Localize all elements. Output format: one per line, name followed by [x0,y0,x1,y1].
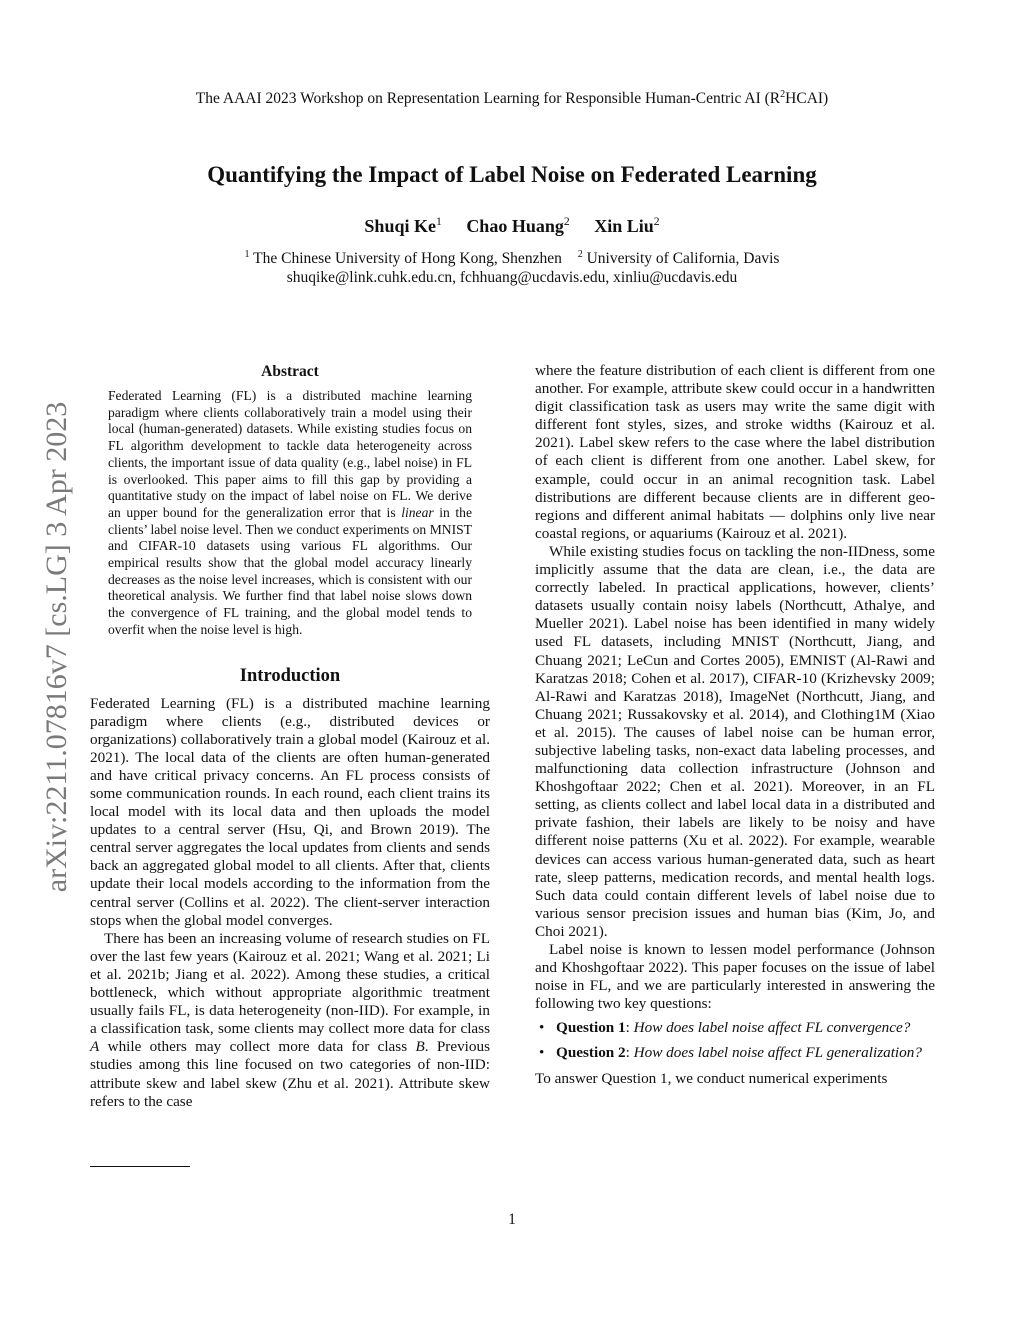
author-name: Xin Liu [594,216,654,236]
affiliation-1 [245,249,562,268]
author-sup: 2 [653,215,660,228]
workshop-header-post: HCAI) [785,90,829,107]
arxiv-stamp: arXiv:2211.07816v7 [cs.LG] 3 Apr 2023 [40,401,73,893]
introduction-body [90,695,490,1111]
abstract-emphasis: linear [401,504,434,520]
bullet: • [539,1044,545,1062]
footnote-rule [90,1166,190,1167]
abstract-text [108,388,472,639]
intro-paragraph-2 [90,930,490,1111]
author-sup: 2 [563,215,570,228]
right-paragraph-2: While existing studies focus on tackling the non-IIDness, some implicitly assume that the data are clean, i.e., the data are correctly labeled. In practical applications, however, clients’ datasets usually contain noisy labels (Northcutt, Athalye, and Mueller 2021). Label noise has been identified in many widely used FL datasets, including MNIST (Northcutt, Jiang, and Chuang 2021; LeCun and Cortes 2005), EMNIST (Al-Rawi and Karatzas 2018; Cohen et al. 2017), CIFAR-10 (Krizhevsky 2009; Al-Rawi and Karatzas 2018), ImageNet (Northcutt, Jiang, and Chuang 2021; Russakovsky et al. 2014), and Clothing1M (Xiao et al. 2015). The causes of label noise can be human error, subjective labeling tasks, non-exact data labeling processes, and malfunctioning data collection infrastructure (Johnson and Khoshgoftaar 2022; Chen et al. 2021). Moreover, in an FL setting, as clients collect and label local data in a distributed and private fashion, their labels are likely to be noisy and have different noise patterns (Xu et al. 2022). For example, wearable devices can access various human-generated data, such as heart rate, sleep patterns, medication records, and mental health logs. Such data could contain different levels of label noise due to various sensor precision issues and human bias (Kim, Jo, and Choi 2021). [535,542,935,940]
intro-p2-a: There has been an increasing volume of research studies on FL over the last few years (Kairouz et al. 2021; Wang et al. 2021; Li et al. 2021b; Jiang et al. 2022). Among these studies, a critical bottleneck, which without appropriate algorithmic treatment usually fails FL, is data heterogeneity (non-IID). For example, in a classification task, some clients may collect more data for class [90,929,490,1038]
abstract-text-a: Federated Learning (FL) is a distributed machine learning paradigm where clients collaboratively train a model using their local (human-generated) datasets. While existing studies focus on FL algorithm development to tackle data heterogeneity across clients, the important issue of data quality (e.g., label noise) in FL is overlooked. This paper aims to fill this gap by providing a quantitative study on the impact of label noise on FL. We derive an upper bound for the generalization error that is [108,388,472,520]
author-2 [466,215,569,237]
question-item-1 [535,1019,935,1037]
question-label: Question 2 [556,1044,626,1062]
question-text: How does label noise affect FL convergence? [633,1019,911,1037]
question-label: Question 1 [556,1019,626,1037]
author-list [0,215,1024,237]
right-paragraph-3: Label noise is known to lessen model performance (Johnson and Khoshgoftaar 2022). This paper focuses on the issue of label noise in FL, and we are particularly interested in answering the following two key questions: [535,941,935,1013]
bullet: • [539,1019,545,1037]
right-column [535,362,935,1088]
left-column [90,362,490,1111]
question-item-2 [535,1044,935,1062]
class-var-a: A [90,1038,100,1056]
affiliation-text: The Chinese University of Hong Kong, Shenzhen [253,250,562,267]
right-paragraph-4: To answer Question 1, we conduct numerical experiments [535,1069,888,1087]
workshop-header [0,90,1024,108]
author-name: Chao Huang [466,216,564,236]
intro-paragraph-1: Federated Learning (FL) is a distributed machine learning paradigm where clients (e.g., distributed devices or organizations) collaboratively train a global model (Kairouz et al. 2021). The local data of the clients are often human-generated and have critical privacy concerns. An FL process consists of some communication rounds. In each round, each client trains its local model with its local data and then uploads the model updates to a central server (Hsu, Qi, and Brown 2019). The central server aggregates the local updates from clients and sends back an aggregated global model to all clients. After that, clients update their local models according to the information from the central server (Collins et al. 2022). The client-server interaction stops when the global model converges. [90,694,490,929]
author-1 [364,215,441,237]
affiliation-text: University of California, Davis [586,250,780,267]
introduction-heading: Introduction [239,665,341,686]
paper-title: Quantifying the Impact of Label Noise on Federated Learning [207,162,817,187]
author-sup: 1 [435,215,442,228]
affiliation-sup: 2 [577,248,583,260]
class-var-b: B [415,1038,425,1056]
right-paragraph-1: where the feature distribution of each client is different from one another. For example, attribute skew could occur in a handwritten digit classification task as users may write the same digit with different font styles, sizes, and stroke widths (Kairouz et al. 2021). Label skew refers to the case where the label distribution of each client is different from one another. Label skew, for example, could occur in an animal recognition task. Label distributions are different because clients are in different geo-regions and different animal habitats — dolphins only live near coastal regions, or aquariums (Kairouz et al. 2021). [535,362,935,542]
affiliation-2 [578,249,780,268]
abstract-text-b: in the clients’ label noise level. Then we conduct experiments on MNIST and CIFAR-10 datasets using various FL algorithms. Our empirical results show that the global model accuracy linearly decreases as the noise level increases, which is consistent with our theoretical analysis. We further find that label noise slows down the convergence of FL training, and the global model tends to overfit when the noise level is high. [108,504,472,637]
question-colon: : [625,1044,634,1062]
abstract-heading: Abstract [261,363,319,380]
intro-p2-b: while others may collect more data for class [99,1038,416,1056]
author-name: Shuqi Ke [364,216,436,236]
author-emails: shuqike@link.cuhk.edu.cn, fchhuang@ucdavis.edu, xinliu@ucdavis.edu [286,269,738,286]
intro-p2-c: . Previous studies among this line focused on two categories of non-IID: attribute skew and label skew (Zhu et al. 2021). Attribute skew refers to the case [90,1038,490,1110]
page-number: 1 [508,1211,516,1228]
affiliations [0,249,1024,268]
affiliation-sup: 1 [244,248,250,260]
author-3 [594,215,659,237]
question-colon: : [625,1019,634,1037]
question-list [535,1019,935,1062]
workshop-header-pre: The AAAI 2023 Workshop on Representation Learning for Responsible Human-Centric AI (R [195,90,781,107]
workshop-header-sup: 2 [780,88,786,100]
question-text: How does label noise affect FL generalization? [633,1044,922,1062]
